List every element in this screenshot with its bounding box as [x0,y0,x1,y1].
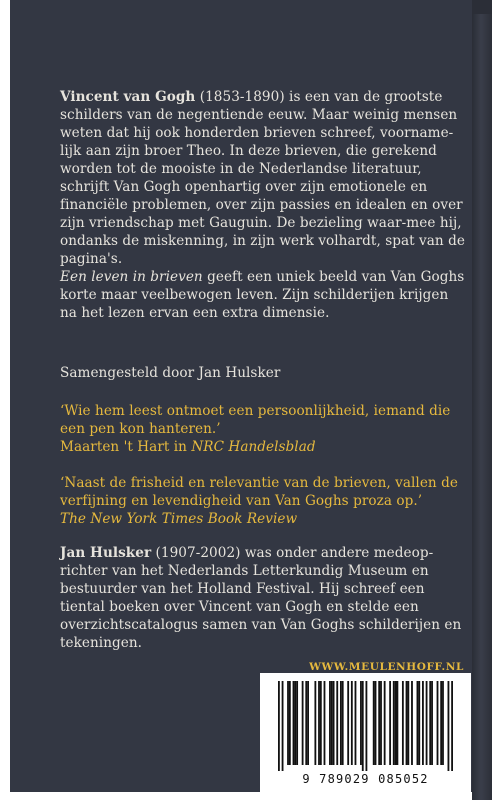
barcode-bar [402,681,404,765]
barcode-bar [375,681,377,765]
barcode-bar [293,681,295,765]
barcode-bar [362,681,364,771]
quote-2-source: The New York Times Book Review [60,511,298,527]
blurb-paragraph [60,88,465,322]
barcode-bar [282,681,284,771]
barcode-bar [333,681,335,765]
barcode-bar [340,681,342,765]
quote-2-text: ‘Naast de frisheid en relevantie van de brieven, vallen de verfijning en levendigheid van Van Goghs proza op.’ [60,475,458,509]
barcode-bar [351,681,353,765]
barcode-bar [451,681,453,771]
barcode-bar [407,681,409,765]
barcode-bar [307,681,309,765]
barcode-bar [329,681,331,765]
barcode-bar [429,681,431,765]
barcode-bar [347,681,349,765]
barcode-bar [418,681,420,765]
barcode-bar [366,681,368,771]
barcode-bar [389,681,391,765]
quote-1-publication: NRC Handelsblad [191,439,316,455]
barcode-bar [318,681,320,765]
blurb-book-text: geeft een uniek beeld van Van Goghs korte maar veelbewogen leven. Zijn schilderijen krijgen na het lezen ervan een extra dimensie. [60,269,465,321]
barcode-bar [373,681,375,765]
barcode-bar [320,681,322,765]
barcode-bar [287,681,289,765]
barcode-bar [406,681,408,765]
barcode-bar [411,681,413,765]
compiled-by: Samengesteld door Jan Hulsker [60,365,281,381]
barcode-bar [378,681,380,765]
barcode-bar [440,681,442,765]
barcode-bar [336,681,338,765]
blurb-book-title: Een leven in brieven [60,269,203,285]
barcode [260,673,471,795]
barcode-bar [437,681,439,765]
barcode-bar [431,681,433,765]
barcode-bar [294,681,296,765]
bottom-edge [0,792,472,800]
barcode-bar [442,681,444,765]
barcode-bar [314,681,316,765]
blurb-intro: (1853-1890) is een van de grootste schilders van de negentiende eeuw. Maar weinig mensen weten dat hij ook honderden brieven schreef, voorname-lijk aan zijn broer Theo. In deze brieven, die gerekend worden tot de mooiste in de Nederlandse literatuur, schrijft Van Gogh openhartig over zijn emotionele en financiële problemen, over zijn passies en idealen en over zijn vriendschap met Gauguin. De bezieling waar-mee hij, ondanks de miskenning, in zijn werk volhardt, spat van de pagina's. [60,89,465,267]
quote-block-2 [60,474,465,528]
barcode-bar [324,681,326,765]
barcode-bar [342,681,344,765]
barcode-bar [289,681,291,765]
barcode-bar [395,681,397,765]
author-name: Jan Hulsker [60,545,152,561]
barcode-bar [393,681,395,765]
barcode-bar [384,681,386,765]
barcode-bar [380,681,382,765]
barcode-bar [422,681,424,765]
quote-1-text: ‘Wie hem leest ontmoet een persoonlijkheid, iemand die een pen kon hanteren.’ [60,403,451,437]
isbn-number: 9 789029 085052 [302,772,429,786]
blurb-author-name: Vincent van Gogh [60,89,196,105]
author-bio-text: (1907-2002) was onder andere medeop-richter van het Nederlands Letterkundig Museum en bestuurder van het Holland Festival. Hij schreef een tiental boeken over Vincent van Gogh en stelde een overzichtscatalogus samen van Van Goghs schilderijen en tekeningen. [60,545,462,651]
barcode-bar [331,681,333,765]
book-page-edge [472,14,492,800]
quote-1-source: Maarten 't Hart in [60,439,192,455]
quote-block-1 [60,402,465,456]
publisher-website: WWW.MEULENHOFF.NL [309,661,464,673]
barcode-bars [278,681,453,771]
barcode-bar [426,681,428,765]
author-bio [60,544,465,652]
barcode-bar [302,681,304,765]
barcode-bar [360,681,362,765]
barcode-bar [305,681,307,765]
barcode-bar [355,681,357,765]
barcode-bar [448,681,450,771]
barcode-bar [296,681,298,765]
barcode-bar [278,681,280,771]
barcode-bar [417,681,419,765]
barcode-bar [396,681,398,765]
